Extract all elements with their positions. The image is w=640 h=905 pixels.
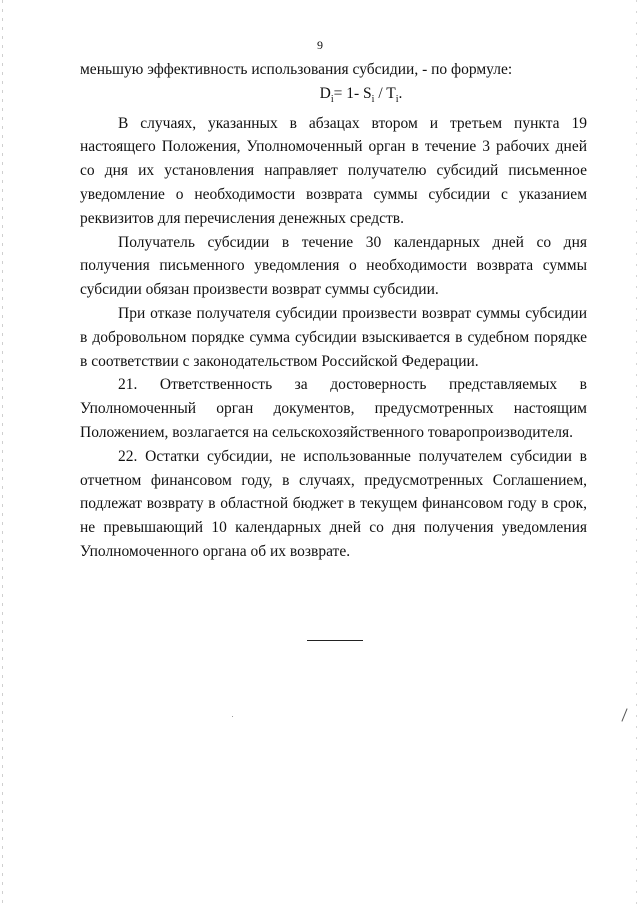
page-number: 9 (317, 38, 323, 52)
formula-s: S (363, 84, 372, 102)
formula-d-subscript: i (330, 93, 334, 105)
paragraph-court-recovery: При отказе получателя субсидии произвести возврат суммы субсидии в добровольном порядке сумма субсидии взыскивается в судебном порядке в соответствии с законодательством Российской Федерации. (80, 305, 587, 370)
formula-operator: = 1- (333, 84, 364, 102)
paragraph-22-remainders: 22. Остатки субсидии, не использованные получателем субсидии в отчетном финансовом году, в случаях, предусмотренных Соглашением, подлежат возврату в областной бюджет в текущем финансовом году в срок, не превышающий 10 календарных дней со дня получения уведомления Уполномоченного органа об их возврате. (80, 447, 587, 561)
scan-margin-mark (621, 708, 627, 721)
formula-slash: / (374, 84, 387, 102)
end-divider-line (307, 640, 363, 641)
scan-speck (232, 716, 233, 717)
paragraph-return-notice: В случаях, указанных в абзацах втором и третьем пункта 19 настоящего Положения, Уполномоченный орган в течение 3 рабочих дней со дня их установления направляет получателю субсидий письменное уведомление о необходимости возврата суммы субсидии с указанием реквизитов для перечисления денежных средств. (80, 114, 587, 227)
scan-edge-right (636, 0, 637, 905)
document-body (80, 58, 587, 564)
formula-t: T (386, 84, 396, 102)
formula-d: D (319, 84, 331, 102)
scan-edge-left (2, 0, 3, 905)
paragraph-return-deadline: Получатель субсидии в течение 30 календарных дней со дня получения письменного уведомления о необходимости возврата суммы субсидии обязан произвести возврат суммы субсидии. (80, 233, 587, 299)
formula-end: . (398, 84, 403, 102)
formula (80, 82, 587, 112)
paragraph-21-responsibility: 21. Ответственность за достоверность представляемых в Уполномоченный орган документов, предусмотренных настоящим Положением, возлагается на сельскохозяйственного товаропроизводителя. (80, 376, 587, 442)
paragraph-formula-intro: меньшую эффективность использования субсидии, - по формуле: (80, 61, 513, 78)
formula-s-subscript: i (371, 93, 375, 105)
formula-t-subscript: i (395, 93, 399, 105)
